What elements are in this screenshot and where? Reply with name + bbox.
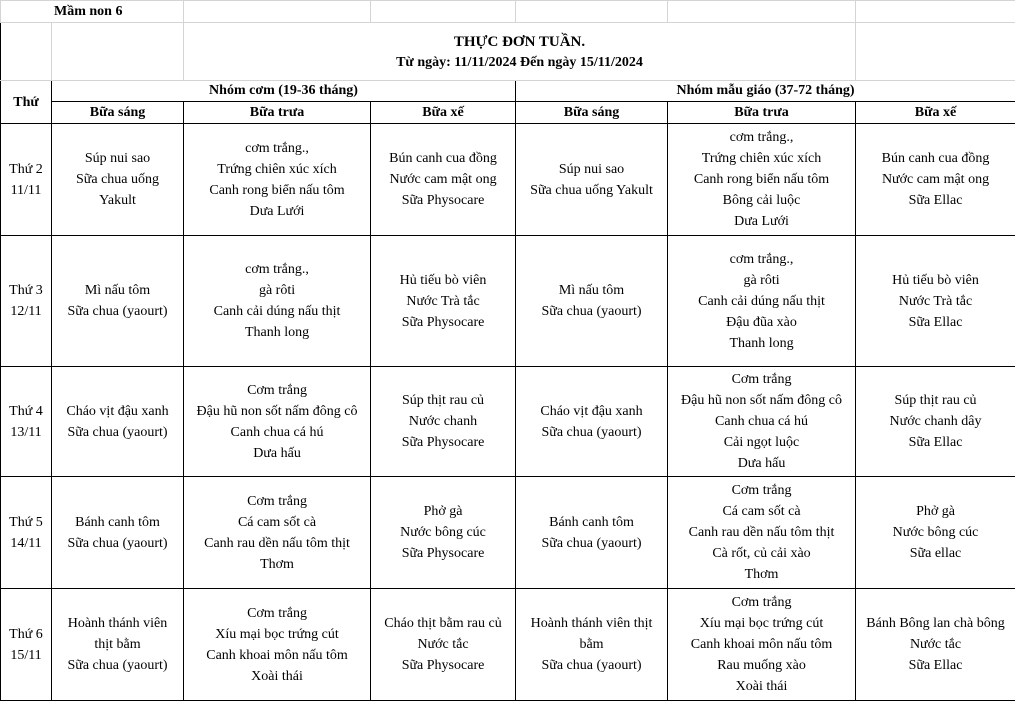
menu-item: Xíu mại bọc trứng cút: [215, 626, 339, 642]
menu-item: Cháo vịt đậu xanh: [66, 403, 169, 419]
meal-header: Bữa xế: [371, 102, 516, 124]
menu-item: Dưa Lưới: [249, 203, 305, 219]
empty-cell: [856, 23, 1015, 81]
menu-item: Cải ngọt luộc: [723, 435, 800, 450]
menu-item: Xoài thái: [251, 668, 303, 684]
menu-item: Xíu mại bọc trứng cút: [699, 616, 824, 631]
menu-cell: [668, 367, 856, 477]
menu-cell: [52, 124, 184, 236]
menu-item: Đậu hũ non sốt nấm đông cô: [196, 403, 358, 419]
menu-item: Cơm trắng: [247, 493, 307, 509]
menu-item: Bánh Bông lan chà bông: [866, 616, 1005, 631]
menu-cell: [516, 589, 668, 701]
menu-item: Nước tắc: [909, 637, 962, 652]
menu-item: Hoành thánh viên: [67, 616, 168, 631]
menu-cell: [668, 124, 856, 236]
menu-item: Đậu hũ non sốt nấm đông cô: [681, 393, 842, 408]
menu-item: Súp thịt rau củ: [894, 393, 977, 408]
menu-item: Sữa chua (yaourt): [67, 424, 168, 440]
menu-item: Sữa chua (yaourt): [67, 658, 168, 673]
menu-item: Canh cải dúng nấu thịt: [698, 293, 825, 309]
menu-cell: [52, 477, 184, 589]
menu-item: Súp thịt rau củ: [401, 393, 485, 408]
menu-item: Canh chua cá hú: [715, 414, 808, 429]
menu-item: Bánh canh tôm: [75, 514, 160, 530]
menu-cell: [668, 589, 856, 701]
day-label: [1, 236, 52, 367]
menu-item: Canh cải dúng nấu thịt: [213, 304, 341, 319]
menu-item: thịt bằm: [94, 637, 141, 652]
day-label-line: Thứ 4: [9, 403, 43, 419]
day-label: [1, 589, 52, 701]
page-title: THỰC ĐƠN TUẦN.: [453, 33, 586, 50]
menu-item: Yakult: [99, 193, 136, 208]
meal-header: Bữa xế: [856, 102, 1015, 124]
menu-item: gà rôti: [258, 283, 296, 298]
menu-item: cơm trắng.,: [729, 130, 794, 145]
menu-item: cơm trắng.,: [245, 262, 309, 277]
meal-header: Bữa sáng: [52, 102, 184, 124]
menu-cell: [52, 367, 184, 477]
menu-item: Trứng chiên xúc xích: [217, 161, 337, 177]
menu-item: Đậu đũa xào: [726, 314, 797, 330]
menu-cell: [184, 236, 371, 367]
menu-cell: [668, 236, 856, 367]
menu-item: Nước bông cúc: [892, 525, 979, 540]
menu-cell: [371, 477, 516, 589]
menu-item: Thanh long: [729, 335, 794, 351]
meal-header: Bữa trưa: [668, 102, 856, 124]
menu-item: Thanh long: [244, 325, 310, 340]
menu-item: Sữa Physocare: [401, 314, 485, 330]
day-label-line: 12/11: [10, 304, 42, 319]
menu-item: Súp nui sao: [558, 161, 625, 177]
menu-item: Sữa chua uống Yakult: [530, 182, 653, 198]
menu-cell: [184, 477, 371, 589]
title-row: [1, 23, 1015, 81]
day-label-line: Thứ 3: [9, 283, 43, 298]
day-row: [1, 589, 1015, 701]
menu-item: Sữa ellac: [909, 546, 962, 561]
menu-cell: [371, 589, 516, 701]
menu-item: Nước Trà tắc: [898, 293, 973, 309]
day-label-line: Thứ 5: [9, 514, 43, 530]
menu-item: Nước tắc: [417, 637, 469, 652]
day-row: [1, 367, 1015, 477]
day-row: [1, 477, 1015, 589]
menu-item: Nước bông cúc: [400, 525, 486, 540]
menu-item: Nước chanh: [408, 414, 478, 429]
day-label: [1, 477, 52, 589]
menu-item: Sữa chua (yaourt): [541, 535, 642, 551]
menu-item: Dưa hấu: [253, 445, 301, 461]
menu-item: Canh rong biển nấu tôm: [209, 182, 345, 198]
day-label: [1, 124, 52, 236]
empty-cell: [668, 1, 856, 23]
menu-cell: [856, 124, 1015, 236]
day-label-line: Thứ 6: [9, 626, 43, 642]
menu-item: Trứng chiên xúc xích: [701, 151, 822, 166]
menu-item: cơm trắng.,: [729, 251, 794, 267]
menu-item: Xoài thái: [735, 679, 788, 694]
menu-item: Súp nui sao: [84, 151, 151, 166]
menu-cell: [184, 124, 371, 236]
menu-cell: [856, 236, 1015, 367]
menu-item: Canh rau dền nấu tôm thịt: [204, 535, 350, 551]
menu-item: Cá cam sốt cà: [722, 504, 801, 519]
menu-item: Nước chanh dây: [889, 414, 982, 429]
menu-item: Cà rốt, củ cải xào: [712, 546, 811, 561]
menu-item: Phở gà: [916, 504, 955, 519]
menu-cell: [856, 477, 1015, 589]
meal-header: Bữa sáng: [516, 102, 668, 124]
menu-item: Cơm trắng: [247, 605, 307, 621]
menu-item: Thơm: [260, 556, 294, 572]
title-block: [184, 23, 856, 81]
day-row: [1, 124, 1015, 236]
menu-cell: [516, 477, 668, 589]
menu-item: Mì nấu tôm: [558, 283, 625, 298]
day-label-line: 11/11: [10, 182, 42, 198]
day-label-line: Thứ 2: [9, 161, 43, 177]
menu-cell: [516, 367, 668, 477]
menu-item: Sữa chua (yaourt): [541, 304, 642, 319]
day-label-line: 14/11: [10, 535, 42, 551]
group-nhom-com: Nhóm cơm (19-36 tháng): [52, 81, 516, 102]
menu-cell: [184, 589, 371, 701]
meal-header: Bữa trưa: [184, 102, 371, 124]
menu-cell: [856, 589, 1015, 701]
menu-item: Nước cam mật ong: [389, 172, 497, 187]
menu-item: Sữa Physocare: [401, 658, 485, 673]
menu-item: Sữa Ellac: [908, 314, 963, 330]
meal-header-row: [1, 102, 1015, 124]
menu-item: Sữa Ellac: [908, 193, 963, 208]
menu-item: Sữa chua (yaourt): [67, 304, 168, 319]
thu-header: Thứ: [1, 81, 52, 124]
school-name: Mầm non 6: [1, 1, 184, 23]
menu-item: Cơm trắng: [731, 372, 792, 387]
menu-item: Bánh canh tôm: [549, 514, 634, 530]
menu-item: Hủ tiếu bò viên: [399, 272, 487, 288]
menu-item: Phở gà: [423, 504, 463, 519]
empty-cell: [856, 1, 1015, 23]
menu-cell: [371, 236, 516, 367]
menu-item: Sữa Physocare: [401, 546, 485, 561]
empty-cell: [52, 23, 184, 81]
menu-item: Cá cam sốt cà: [237, 514, 317, 530]
menu-item: Canh khoai môn nấu tôm: [690, 637, 833, 652]
day-label-line: 13/11: [10, 424, 42, 440]
menu-item: Hủ tiếu bò viên: [892, 272, 979, 288]
group-header-row: [1, 81, 1015, 102]
menu-item: gà rôti: [743, 272, 780, 288]
day-row: [1, 236, 1015, 367]
menu-cell: [516, 236, 668, 367]
menu-item: Sữa Ellac: [908, 435, 963, 450]
menu-item: Dưa Lưới: [734, 214, 789, 229]
menu-item: Canh khoai môn nấu tôm: [206, 647, 348, 663]
menu-item: Cơm trắng: [731, 595, 792, 610]
menu-cell: [856, 367, 1015, 477]
menu-item: Hoành thánh viên thịt: [530, 616, 653, 631]
menu-item: Dưa hấu: [737, 456, 786, 471]
menu-item: Sữa Ellac: [908, 658, 963, 673]
menu-item: Canh rau dền nấu tôm thịt: [688, 525, 835, 540]
menu-item: cơm trắng.,: [245, 140, 309, 156]
menu-item: Cháo thịt bằm rau củ: [384, 616, 502, 631]
menu-item: Sữa Physocare: [401, 193, 485, 208]
menu-item: Nước cam mật ong: [881, 172, 990, 187]
menu-cell: [516, 124, 668, 236]
menu-item: Nước Trà tắc: [406, 293, 480, 309]
empty-cell: [516, 1, 668, 23]
day-label-line: 15/11: [10, 647, 42, 663]
group-nhom-mau-giao: Nhóm mẫu giáo (37-72 tháng): [516, 81, 1015, 102]
menu-item: Mì nấu tôm: [84, 283, 151, 298]
menu-item: Sữa chua (yaourt): [541, 658, 642, 673]
menu-item: Sữa chua uống: [76, 172, 160, 187]
menu-item: Bông cải luộc: [722, 193, 801, 208]
menu-item: Sữa Physocare: [401, 435, 485, 450]
menu-item: Canh rong biển nấu tôm: [693, 172, 830, 187]
menu-item: Bún canh cua đồng: [389, 151, 497, 166]
menu-item: Thơm: [744, 567, 779, 582]
menu-cell: [184, 367, 371, 477]
menu-item: Cơm trắng: [731, 483, 792, 498]
menu-cell: [371, 367, 516, 477]
menu-cell: [371, 124, 516, 236]
menu-item: Sữa chua (yaourt): [541, 424, 642, 440]
menu-item: Cháo vịt đậu xanh: [540, 403, 643, 419]
day-rows: [1, 124, 1015, 701]
menu-item: Canh chua cá hú: [230, 424, 324, 440]
empty-cell: [1, 23, 52, 81]
school-row: [1, 1, 1015, 23]
menu-item: bằm: [579, 637, 604, 652]
menu-item: Rau muống xào: [717, 658, 806, 673]
menu-item: Sữa chua (yaourt): [67, 535, 168, 551]
empty-cell: [371, 1, 516, 23]
date-range: Từ ngày: 11/11/2024 Đến ngày 15/11/2024: [396, 54, 643, 70]
menu-cell: [52, 589, 184, 701]
day-label: [1, 367, 52, 477]
empty-cell: [184, 1, 371, 23]
menu-cell: [52, 236, 184, 367]
menu-cell: [668, 477, 856, 589]
menu-item: Bún canh cua đồng: [881, 151, 990, 166]
menu-item: Cơm trắng: [247, 382, 307, 398]
